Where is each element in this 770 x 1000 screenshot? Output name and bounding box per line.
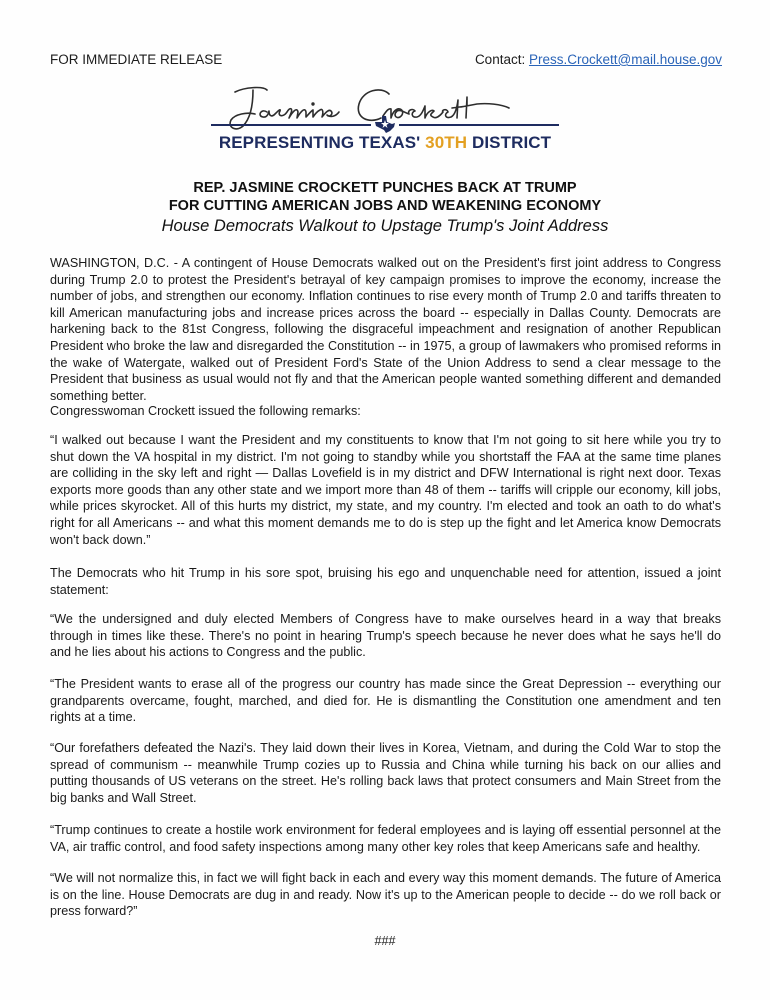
subheadline: House Democrats Walkout to Upstage Trump's Joint Address — [161, 217, 609, 235]
headline-line-2: FOR CUTTING AMERICAN JOBS AND WEAKENING ECONOMY — [168, 198, 602, 214]
release-header — [50, 52, 722, 70]
texas-star-icon — [373, 114, 397, 134]
end-mark: ### — [374, 934, 396, 948]
body-paragraph: WASHINGTON, D.C. - A contingent of House Democrats walked out on the President's first joint address to Congress during Trump 2.0 to protest the President's betrayal of key campaign promises to improve the economy, increase the number of jobs, and strengthen our economy. Inflation continues to rise every month of Trump 2.0 and tariffs threaten to kill American manufacturing jobs and increase prices across the board -- especially in Dallas County. Democrats are harkening back to the 81st Congress, following the disgraceful impeachment and resignation of another Republican President who broke the law and disregarded the Constitution -- in 1975, a group of lawmakers who promised reforms in the wake of Watergate, walked out of President Ford's State of the Union Address to send a clear message to the President that business as usual would not fly and that the American people wanted something different and demanded something better. — [50, 256, 721, 403]
release-label: FOR IMMEDIATE RELEASE — [50, 52, 223, 67]
body-paragraph: The Democrats who hit Trump in his sore spot, bruising his ego and unquenchable need for attention, issued a joint statement: — [50, 566, 721, 597]
quote-paragraph: “We will not normalize this, in fact we will fight back in each and every way this moment demands. The future of America is on the line. House Democrats are dug in and ready. Now it's up to the American people to decide -- do we roll back or press forward?” — [50, 871, 721, 919]
quote-paragraph: “We the undersigned and duly elected Members of Congress have to make ourselves heard in a way that breaks through in times like these. There's no point in hearing Trump's speech because he never does what he says he'll do and he lies about his actions to Congress and the public. — [50, 612, 721, 660]
district-prefix: REPRESENTING TEXAS' — [218, 133, 426, 152]
quote-paragraph: “Trump continues to create a hostile work environment for federal employees and is laying off essential personnel at the VA, air traffic control, and food safety inspections among many other key roles that keep Americans safe and healthy. — [50, 823, 721, 854]
district-tagline — [205, 133, 565, 153]
district-suffix: DISTRICT — [467, 133, 552, 152]
contact-email-link[interactable]: Press.Crockett@mail.house.gov — [528, 52, 722, 67]
district-number: 30TH — [425, 133, 468, 152]
letterhead — [205, 78, 565, 158]
body-paragraph: Congresswoman Crockett issued the following remarks: — [50, 404, 361, 418]
quote-paragraph: “I walked out because I want the President and my constituents to know that I'm not going to sit here while you try to shut down the VA hospital in my district. I'm not going to standby while you shortstaff the FAA at the same time planes are colliding in the sky left and right — Dallas Lovefield is in my district and DFW International is right next door. Texas exports more goods than any other state and we import more than 48 of them -- tariffs will cripple our economy, kill jobs, while prices skyrocket. All of this hurts my district, my state, and my country. I'm elected and took an oath to do what's right for all Americans -- and what this moment demands me to do is step up the fight and let America know Democrats won't back down.” — [50, 433, 721, 547]
contact-label: Contact: — [474, 52, 529, 67]
quote-paragraph: “Our forefathers defeated the Nazi's. They laid down their lives in Korea, Vietnam, and during the Cold War to stop the spread of communism -- meanwhile Trump cozies up to Russia and China while turning his back on our allies and putting thousands of US veterans on the street. He's rolling back laws that protect consumers and Main Street from the big banks and Wall Street. — [50, 741, 721, 805]
contact-line — [475, 52, 722, 67]
quote-paragraph: “The President wants to erase all of the progress our country has made since the Great Depression -- everything our grandparents overcame, fought, marched, and died for. He is dismantling the Constitution one amendment and ten rights at a time. — [50, 677, 721, 725]
headline-line-1: REP. JASMINE CROCKETT PUNCHES BACK AT TRUMP — [193, 180, 577, 196]
